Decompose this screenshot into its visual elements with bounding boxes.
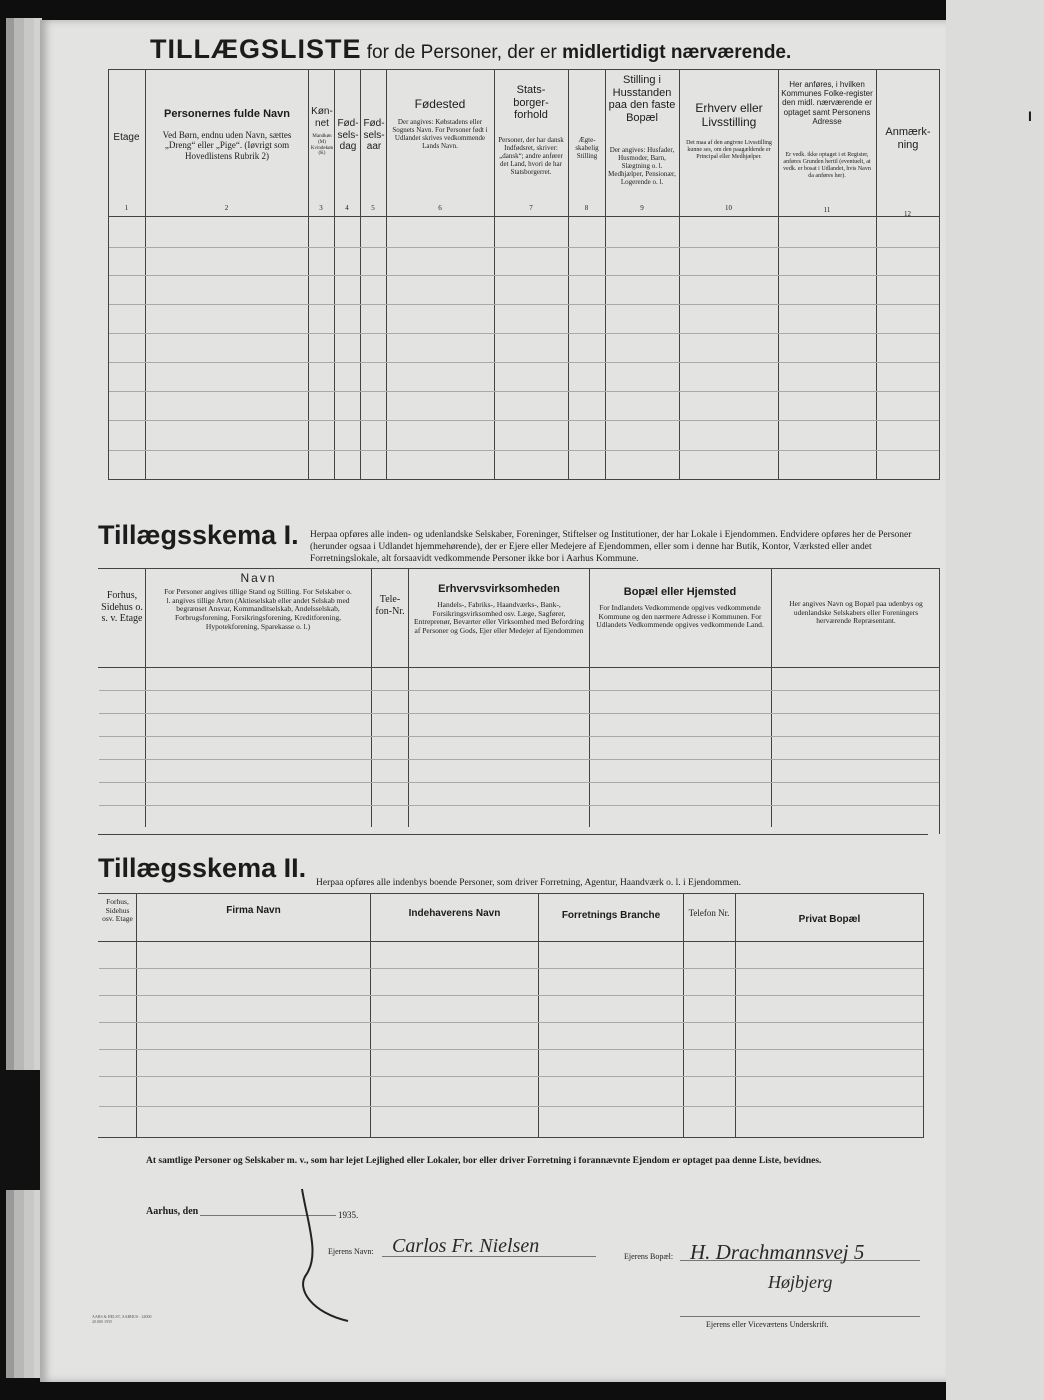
main-title-end: midlertidigt nærværende. xyxy=(562,42,792,63)
l1-col4-head: Fød-sels-dag xyxy=(337,118,359,152)
l1-col8-num: 8 xyxy=(584,204,589,212)
owner-name-label: Ejerens Navn: xyxy=(328,1247,374,1256)
l1-col11-num: 11 xyxy=(823,206,831,214)
signature-stroke xyxy=(290,1185,360,1325)
l1-col2-head: Personernes fulde Navn xyxy=(164,108,290,120)
l1-col5-num: 5 xyxy=(371,204,375,212)
l1-col9-head: Stilling i Husstanden paa den faste Bopæl xyxy=(608,74,676,124)
signature-label: Ejerens eller Viceværtens Underskrift. xyxy=(706,1320,829,1329)
printer-imprint: AARS & HELST, AARHUS · 24000 20.000 1935 xyxy=(92,1314,152,1325)
l1-col10-sub: Det maa af den angivne Livsstilling kunne ses, om den paagældende er Principal eller Medhjælper. xyxy=(686,140,772,160)
l1-col12-head: Anmærk-ning xyxy=(885,126,931,151)
s1-col4-sub: Handels-, Fabriks-, Haandværks-, Bank-, Forsikringsvirksomhed osv. Læge, Sagfører, Entreprenør, Beværter eller Virksomhed med Befordring af Personer og Gods, Ejer eller Medejer af Ejendommen xyxy=(414,600,584,635)
l1-col1-num: 1 xyxy=(124,204,129,212)
l1-col3-sub: Mandkøn (M) Kvindekøn (K) xyxy=(310,134,334,157)
footer-year: 1935. xyxy=(338,1210,359,1220)
l1-col6-head: Fødested xyxy=(414,97,466,111)
footer-place: Aarhus, den xyxy=(146,1206,199,1217)
l1-col11-sub: Er vedk. ikke optaget i et Register, anføres Grunden hertil (eventuelt, at vedk. er bosat i Udlandet, hvis Navn da anføres her). xyxy=(783,152,871,179)
next-page-edge xyxy=(946,0,1044,1400)
l1-col6-num: 6 xyxy=(438,204,442,212)
s1-col2-sub: For Personer angives tillige Stand og Stilling. For Selskaber o. l. angives tillige Arten (Aktieselskab eller andet Selskab med begrænset Ansvar, Kommanditselskab, Andelsselskab, Forbrugsforening, Forsikringsforening, Kreditforening, Hypotekforening, Sparekasse o. l.) xyxy=(164,587,352,631)
skema1-desc: Herpaa opføres alle inden- og udenlandske Selskaber, Foreninger, Stiftelser og Institutioner, der har Lokale i Ejendommen. Endvidere opføres her de Personer (herunder ogsaa i Udlandet hjemmehørende), der er Ejere eller Medejere af Ejendommen, eller som i denne har Butik, Kontor, Værksted eller andet Forretningslokale, alt forsaavidt vedkommende Personer ikke bor i Aarhus Kommune. xyxy=(310,530,912,565)
l1-col9-sub: Der angives: Husfader, Husmoder, Barn, Slægtning o. l. Medhjælper, Pensionær, Logerende o. l. xyxy=(608,146,676,187)
l1-col10-num: 10 xyxy=(725,204,732,212)
l1-col2-num: 2 xyxy=(224,204,229,212)
l1-col7-head: Stats-borger-forhold xyxy=(513,84,549,122)
l1-col7-sub: Personer, der har dansk Indfødsret, skriver: „dansk“; andre anfører det Land, hvori de har Statsborgerret. xyxy=(498,136,564,177)
s1-col2-head: Navn xyxy=(240,571,277,585)
s2-col3-head: Indehaverens Navn xyxy=(408,908,501,919)
l1-col1-head: Etage xyxy=(113,132,140,143)
l1-col11-head: Her anføres, i hvilken Kommunes Folke-register den midl. nærværende er optaget samt Personens Adresse xyxy=(781,80,873,126)
owner-address-label: Ejerens Bopæl: xyxy=(624,1252,674,1261)
l1-col7-num: 7 xyxy=(529,204,533,212)
s1-col1-head: Forhus, Sidehus o. s. v. Etage xyxy=(101,590,143,624)
s2-col1-head: Forhus, Sidehus osv. Etage xyxy=(102,897,133,924)
l1-col3-num: 3 xyxy=(319,204,323,212)
s2-col4-head: Forretnings Branche xyxy=(561,910,661,921)
skema1-title: Tillægsskema I. xyxy=(98,520,299,550)
l1-col6-sub: Der angives: Købstadens eller Sognets Navn. For Personer født i Udlandet skrives vedkommende Lands Navn. xyxy=(392,118,488,151)
s2-col2-head: Firma Navn xyxy=(226,905,281,916)
next-page-glyph: I xyxy=(1028,108,1032,124)
l1-col2-sub: Ved Børn, endnu uden Navn, sættes „Dreng“ eller „Pige“. (Iøvrigt som Hovedlistens Rubrik 2) xyxy=(162,130,292,161)
l1-col5-head: Fød-sels-aar xyxy=(363,118,385,152)
s2-col6-head: Privat Bopæl xyxy=(798,914,861,925)
l1-col10-head: Erhverv eller Livsstilling xyxy=(695,101,763,129)
s1-col6-sub: Her angives Navn og Bopæl paa udenbys og udenlandske Selskabers eller Foreningers herværende Repræsentant. xyxy=(789,599,923,626)
s1-col5-head: Bopæl eller Hjemsted xyxy=(623,586,737,598)
s1-col3-head: Tele-fon-Nr. xyxy=(375,594,405,617)
s2-col5-head: Telefon Nr. xyxy=(688,908,730,918)
owner-address-value2: Højbjerg xyxy=(768,1272,833,1292)
s1-col4-head: Erhvervsvirksomheden xyxy=(438,583,560,595)
owner-address-value: H. Drachmannsvej 5 xyxy=(690,1240,865,1264)
l1-col4-num: 4 xyxy=(345,204,349,212)
main-title-middle: for de Personer, der er xyxy=(361,42,563,63)
footer-statement: At samtlige Personer og Selskaber m. v., som har lejet Lejlighed eller Lokaler, bor eller driver Forretning i forannævnte Ejendom er optaget paa denne Liste, bevidnes. xyxy=(146,1156,822,1166)
form-page xyxy=(40,20,946,1382)
l1-col8-head: Ægte-skabelig Stilling xyxy=(575,136,599,161)
s1-col5-sub: For Indlandets Vedkommende opgives vedkommende Kommune og den nærmere Adresse i Kommunen. For Udlandets Vedkommende opgives vedkommende Land. xyxy=(596,603,764,630)
l1-col3-head: Køn-net xyxy=(311,106,333,129)
skema2-desc: Herpaa opføres alle indenbys boende Personer, som driver Forretning, Agentur, Haandværk o. l. i Ejendommen. xyxy=(316,878,742,888)
l1-col12-num: 12 xyxy=(904,210,911,218)
main-title-bold: TILLÆGSLISTE xyxy=(150,34,362,64)
main-title xyxy=(150,34,910,65)
owner-name-value: Carlos Fr. Nielsen xyxy=(392,1235,540,1257)
l1-col9-num: 9 xyxy=(640,204,644,212)
skema2-title: Tillægsskema II. xyxy=(98,853,307,883)
